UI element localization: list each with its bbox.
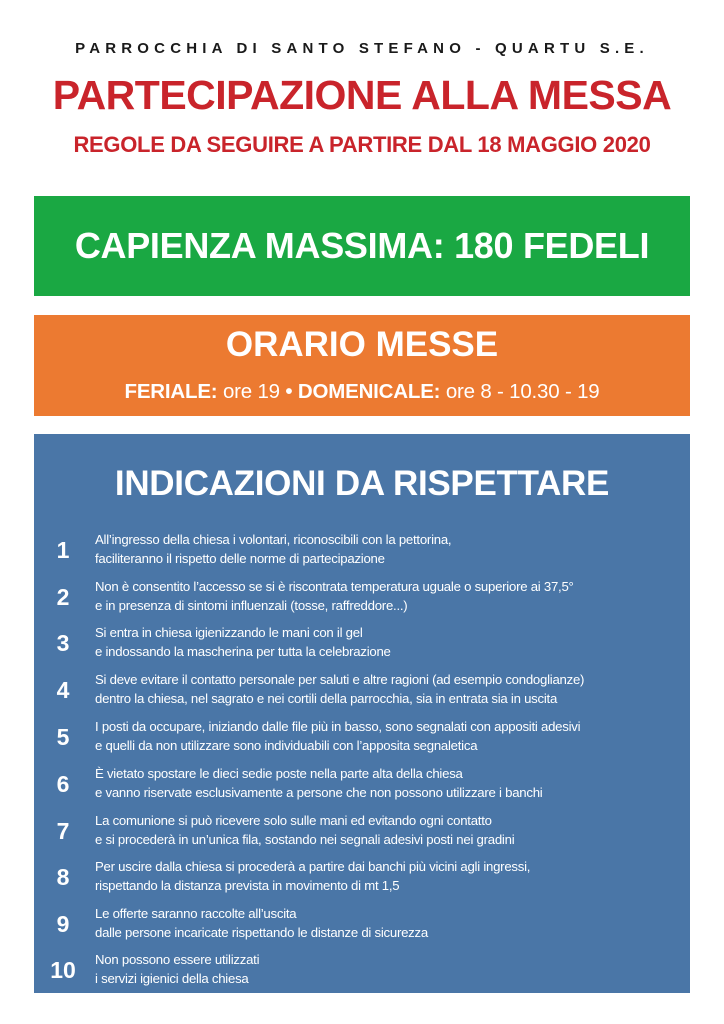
schedule-times (34, 380, 690, 404)
page-title: PARTECIPAZIONE ALLA MESSA (52, 72, 672, 118)
rule-number: 3 (56, 630, 70, 656)
rule-line: dalle persone incaricate rispettando le distanze di sicurezza (95, 925, 428, 940)
rule-item (34, 577, 690, 624)
rule-line: È vietato spostare le dieci sedie poste nella parte alta della chiesa (95, 766, 463, 781)
weekday-value: ore 19 (222, 380, 280, 403)
rule-line: faciliteranno il rispetto delle norme di partecipazione (95, 551, 385, 566)
schedule-separator: • (285, 380, 293, 403)
rule-number: 4 (56, 677, 70, 703)
rule-item (34, 857, 690, 904)
rule-item (34, 950, 690, 997)
page-subtitle: REGOLE DA SEGUIRE A PARTIRE DAL 18 MAGGIO 2020 (73, 132, 651, 157)
rule-number: 2 (56, 584, 70, 610)
rule-number: 6 (56, 771, 70, 797)
rule-text (95, 857, 684, 895)
rule-number: 10 (50, 957, 76, 983)
rule-text (95, 764, 684, 802)
rule-line: Le offerte saranno raccolte all’uscita (95, 906, 297, 921)
rule-line: e in presenza di sintomi influenzali (tosse, raffreddore...) (95, 598, 408, 613)
weekday-label: FERIALE: (124, 380, 218, 403)
capacity-text: CAPIENZA MASSIMA: 180 FEDELI (74, 225, 650, 266)
rule-line: I posti da occupare, iniziando dalle file più in basso, sono segnalati con appositi adesivi (95, 719, 581, 734)
rule-text (95, 577, 684, 615)
rule-line: Non possono essere utilizzati (95, 952, 260, 967)
rule-line: e si procederà in un’unica fila, sostando nei segnali adesivi posti nei gradini (95, 832, 515, 847)
rule-text (95, 811, 684, 849)
rule-line: i servizi igienici della chiesa (95, 971, 249, 986)
rule-line: e indossando la mascherina per tutta la celebrazione (95, 644, 391, 659)
rule-number: 9 (56, 911, 70, 937)
rule-number: 1 (56, 537, 70, 563)
rule-number: 7 (56, 818, 70, 844)
sunday-label: DOMENICALE: (297, 380, 441, 403)
rule-line: dentro la chiesa, nel sagrato e nei cortili della parrocchia, sia in entrata sia in uscita (95, 691, 558, 706)
rule-item (34, 670, 690, 717)
rule-line: Per uscire dalla chiesa si procederà a partire dai banchi più vicini agli ingressi, (95, 859, 531, 874)
rule-text (95, 950, 684, 988)
rule-line: La comunione si può ricevere solo sulle mani ed evitando ogni contatto (95, 813, 492, 828)
rules-panel (34, 434, 690, 993)
rule-item (34, 811, 690, 858)
rule-text (95, 623, 684, 661)
rule-line: rispettando la distanza prevista in movimento di mt 1,5 (95, 878, 400, 893)
rule-item (34, 623, 690, 670)
rules-title: INDICAZIONI DA RISPETTARE (114, 464, 610, 503)
rule-item (34, 904, 690, 951)
rule-item (34, 717, 690, 764)
rule-text (95, 717, 684, 755)
rule-line: e vanno riservate esclusivamente a persone che non possono utilizzare i banchi (95, 785, 543, 800)
rule-text (95, 530, 684, 568)
rule-line: All’ingresso della chiesa i volontari, riconoscibili con la pettorina, (95, 532, 452, 547)
rule-number: 5 (56, 724, 70, 750)
rule-text (95, 904, 684, 942)
rule-number: 8 (56, 864, 70, 890)
parish-name: PARROCCHIA DI SANTO STEFANO - QUARTU S.E. (75, 40, 649, 57)
rule-line: e quelli da non utilizzare sono individuabili con l’apposita segnaletica (95, 738, 478, 753)
rule-item (34, 530, 690, 577)
schedule-title: ORARIO MESSE (225, 325, 499, 364)
rule-line: Si deve evitare il contatto personale per saluti e altre ragioni (ad esempio condoglianze) (95, 672, 585, 687)
rule-text (95, 670, 684, 708)
capacity-banner (34, 196, 690, 296)
rule-line: Si entra in chiesa igienizzando le mani con il gel (95, 625, 363, 640)
sunday-value: ore 8 - 10.30 - 19 (445, 380, 600, 403)
schedule-banner (34, 315, 690, 416)
rule-item (34, 764, 690, 811)
rule-line: Non è consentito l’accesso se si è riscontrata temperatura uguale o superiore ai 37,5° (95, 579, 574, 594)
